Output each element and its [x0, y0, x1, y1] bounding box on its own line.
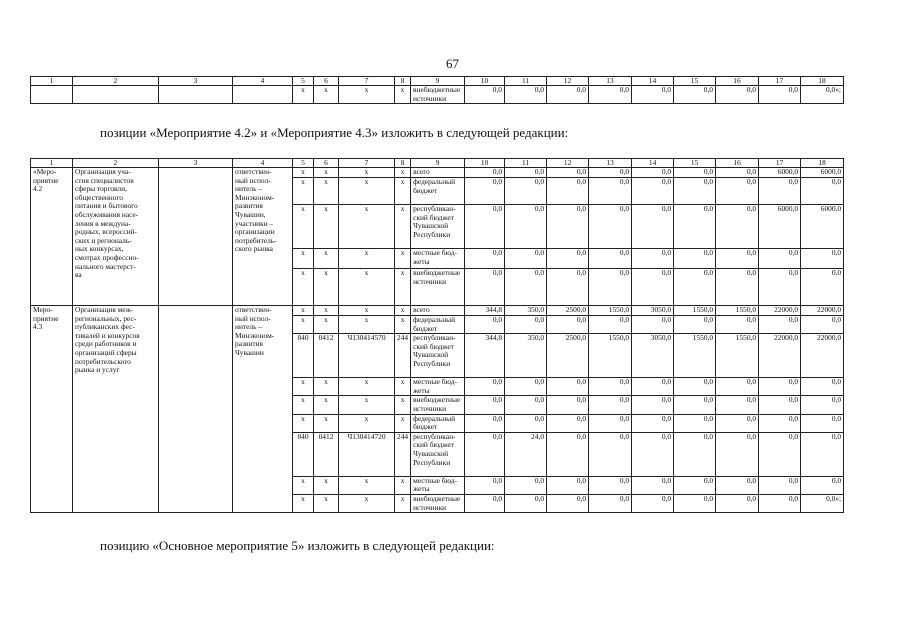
- column-number-4: 4: [233, 77, 293, 86]
- table-cell: 0,0: [589, 494, 632, 512]
- column-number-4: 4: [233, 159, 293, 168]
- table-cell: 24,0: [505, 432, 547, 476]
- measure-4-3-column3-cell: [159, 306, 233, 513]
- table-cell: х: [293, 476, 314, 494]
- table-cell: 1550,0: [716, 334, 759, 378]
- table-cell: 1550,0: [589, 306, 632, 316]
- table-cell: 0,0»;: [801, 86, 844, 104]
- table-cell: 0,0: [632, 432, 674, 476]
- funding-source-cell: федеральный бюджет: [411, 316, 465, 334]
- table-cell: х: [395, 306, 411, 316]
- funding-source-cell: местные бюд- жеты: [411, 378, 465, 396]
- table-cell: х: [339, 396, 395, 414]
- table-cell: х: [293, 86, 314, 104]
- column-number-16: 16: [716, 77, 759, 86]
- table-cell: 6000,0: [801, 168, 844, 178]
- table-cell: 0,0: [716, 414, 759, 432]
- table-cell: х: [314, 396, 339, 414]
- table-cell: 22000,0: [759, 306, 801, 316]
- column-number-9: 9: [411, 77, 465, 86]
- table-cell: Ч130414570: [339, 334, 395, 378]
- measure-4-2-description-cell: Организация уча- стия специалистов сферы торговли, общественного питания и бытового обслуживания насе- ления в междуна- родных, всероссий- ских и региональ- ных конкурсах, смотрах профессио- нального мастерст- ва: [73, 168, 159, 306]
- table-cell: Ч130414720: [339, 432, 395, 476]
- table-row: [31, 306, 844, 316]
- table-cell: 0,0: [674, 86, 716, 104]
- table-cell: х: [293, 378, 314, 396]
- column-number-3: 3: [159, 77, 233, 86]
- column-number-17: 17: [759, 159, 801, 168]
- table-cell: 0,0: [759, 494, 801, 512]
- column-number-15: 15: [674, 159, 716, 168]
- table-cell: 0,0: [801, 396, 844, 414]
- table-cell: 0,0: [465, 414, 505, 432]
- table-cell: 0,0: [465, 269, 505, 306]
- column-number-8: 8: [395, 77, 411, 86]
- table-cell: [159, 86, 233, 104]
- table-cell: 0,0: [716, 269, 759, 306]
- table-cell: 6000,0: [801, 205, 844, 249]
- column-number-11: 11: [505, 159, 547, 168]
- table-cell: 22000,0: [759, 334, 801, 378]
- table-cell: 0,0: [505, 414, 547, 432]
- table-cell: х: [314, 476, 339, 494]
- table-cell: [31, 86, 73, 104]
- funding-source-cell: внебюджетные источники: [411, 494, 465, 512]
- funding-source-cell: внебюджетные источники: [411, 269, 465, 306]
- table-cell: 0,0: [589, 414, 632, 432]
- table-cell: 3050,0: [632, 334, 674, 378]
- table-cell: 0,0: [674, 316, 716, 334]
- table-cell: х: [314, 86, 339, 104]
- table-cell: 0,0: [465, 205, 505, 249]
- funding-source-cell: местные бюд- жеты: [411, 476, 465, 494]
- table-cell: 0,0: [505, 86, 547, 104]
- table-cell: 0412: [314, 334, 339, 378]
- column-number-1: 1: [31, 77, 73, 86]
- table-cell: 1550,0: [716, 306, 759, 316]
- column-number-5: 5: [293, 77, 314, 86]
- table-cell: 0,0: [759, 178, 801, 205]
- column-number-10: 10: [465, 77, 505, 86]
- table-cell: 6000,0: [759, 205, 801, 249]
- table-cell: х: [395, 476, 411, 494]
- table-cell: 2500,0: [547, 334, 589, 378]
- table-cell: 0,0: [547, 396, 589, 414]
- funding-source-cell: местные бюд- жеты: [411, 249, 465, 269]
- column-number-5: 5: [293, 159, 314, 168]
- column-number-14: 14: [632, 77, 674, 86]
- column-number-12: 12: [547, 159, 589, 168]
- table-cell: 0,0: [505, 494, 547, 512]
- table-cell: 0,0: [632, 396, 674, 414]
- table-cell: 0,0: [547, 414, 589, 432]
- table-cell: 0,0: [465, 494, 505, 512]
- table-cell: х: [293, 168, 314, 178]
- table-cell: х: [339, 178, 395, 205]
- table-cell: х: [293, 396, 314, 414]
- table-cell: х: [395, 86, 411, 104]
- table-cell: х: [339, 306, 395, 316]
- table-cell: 0,0»;: [801, 494, 844, 512]
- page-number: 67: [446, 56, 459, 71]
- column-number-1: 1: [31, 159, 73, 168]
- table-cell: 0,0: [716, 494, 759, 512]
- table-cell: 0,0: [716, 316, 759, 334]
- table-cell: 6000,0: [759, 168, 801, 178]
- table-cell: 0,0: [716, 168, 759, 178]
- table-cell: 0,0: [632, 205, 674, 249]
- measure-4-3-description-cell: Организация меж- региональных, рес- публиканских фес- тивалей и конкурсов среди работников и организаций сферы потребительского рынка и услуг: [73, 306, 159, 513]
- table-cell: х: [314, 205, 339, 249]
- table-cell: 0,0: [632, 378, 674, 396]
- funding-source-cell: всего: [411, 168, 465, 178]
- table-cell: 0,0: [632, 168, 674, 178]
- table-cell: 0,0: [632, 316, 674, 334]
- table-cell: х: [395, 396, 411, 414]
- table-cell: х: [395, 316, 411, 334]
- column-number-6: 6: [314, 77, 339, 86]
- column-number-15: 15: [674, 77, 716, 86]
- table-cell: 0,0: [589, 269, 632, 306]
- table-cell: 0,0: [674, 269, 716, 306]
- table-cell: 0,0: [465, 378, 505, 396]
- table-cell: 0,0: [801, 432, 844, 476]
- table-cell: 0,0: [759, 432, 801, 476]
- table-cell: 0,0: [716, 432, 759, 476]
- table-row: [31, 168, 844, 178]
- table-cell: 0,0: [674, 249, 716, 269]
- table-cell: х: [314, 269, 339, 306]
- column-number-2: 2: [73, 77, 159, 86]
- table-cell: 1550,0: [674, 334, 716, 378]
- table-cell: х: [314, 316, 339, 334]
- table-cell: 1550,0: [589, 334, 632, 378]
- table-cell: 0,0: [547, 316, 589, 334]
- table-cell: 0,0: [505, 378, 547, 396]
- funding-source-cell: всего: [411, 306, 465, 316]
- table-cell: 0,0: [547, 378, 589, 396]
- column-number-12: 12: [547, 77, 589, 86]
- table-cell: 0,0: [759, 249, 801, 269]
- column-number-13: 13: [589, 77, 632, 86]
- table-cell: 0,0: [674, 378, 716, 396]
- table-cell: 0,0: [547, 178, 589, 205]
- table-cell: 0,0: [465, 316, 505, 334]
- table-cell: 840: [293, 432, 314, 476]
- table-cell: х: [395, 378, 411, 396]
- table-cell: 0,0: [801, 249, 844, 269]
- measure-4-3-number-cell: Меро- приятие 4.3: [31, 306, 73, 513]
- table-cell: 0,0: [465, 476, 505, 494]
- table-cell: 0,0: [589, 476, 632, 494]
- funding-source-cell: республикан- ский бюджет Чувашской Республики: [411, 432, 465, 476]
- table-cell: 0,0: [801, 414, 844, 432]
- measure-4-2-column3-cell: [159, 168, 233, 306]
- table-cell: 0,0: [547, 168, 589, 178]
- table-cell: 0412: [314, 432, 339, 476]
- table-cell: 0,0: [465, 432, 505, 476]
- table-cell: 0,0: [801, 378, 844, 396]
- table-cell: 0,0: [589, 249, 632, 269]
- table-cell: х: [339, 476, 395, 494]
- column-number-18: 18: [801, 159, 844, 168]
- table-cell: 0,0: [716, 178, 759, 205]
- table-cell: 0,0: [505, 316, 547, 334]
- table-cell: х: [395, 178, 411, 205]
- column-number-13: 13: [589, 159, 632, 168]
- column-number-17: 17: [759, 77, 801, 86]
- table-cell: 344,8: [465, 334, 505, 378]
- table-cell: 0,0: [716, 396, 759, 414]
- table-cell: 344,8: [465, 306, 505, 316]
- table-cell: 0,0: [716, 476, 759, 494]
- column-number-9: 9: [411, 159, 465, 168]
- table-cell: х: [293, 205, 314, 249]
- table-cell: 0,0: [632, 269, 674, 306]
- funding-source-cell: республикан- ский бюджет Чувашской Республики: [411, 334, 465, 378]
- table-cell: 0,0: [632, 494, 674, 512]
- table-cell: 0,0: [674, 168, 716, 178]
- funding-source-cell: федеральный бюджет: [411, 178, 465, 205]
- table-cell: х: [339, 205, 395, 249]
- table-cell: х: [339, 86, 395, 104]
- table-cell: 0,0: [505, 269, 547, 306]
- column-number-2: 2: [73, 159, 159, 168]
- funding-source-cell: внебюджетные источники: [411, 396, 465, 414]
- table-cell: х: [314, 178, 339, 205]
- table-cell: 0,0: [589, 86, 632, 104]
- table-cell: 0,0: [589, 432, 632, 476]
- table-cell: 0,0: [505, 249, 547, 269]
- table-cell: 244: [395, 432, 411, 476]
- column-number-16: 16: [716, 159, 759, 168]
- table-cell: х: [314, 378, 339, 396]
- table-row: [31, 86, 844, 104]
- table-measures: [30, 158, 844, 513]
- table-cell: 0,0: [505, 178, 547, 205]
- table-cell: х: [293, 249, 314, 269]
- table-cell: 0,0: [674, 414, 716, 432]
- table-cell: 0,0: [589, 316, 632, 334]
- table-cell: 0,0: [674, 476, 716, 494]
- table-cell: 0,0: [674, 205, 716, 249]
- table-cell: [233, 86, 293, 104]
- funding-source-cell: внебюджетные источники: [411, 86, 465, 104]
- table-cell: 0,0: [632, 476, 674, 494]
- table-cell: 0,0: [759, 86, 801, 104]
- table-cell: х: [395, 205, 411, 249]
- table-cell: х: [339, 378, 395, 396]
- table-cell: х: [339, 249, 395, 269]
- table-cell: 0,0: [505, 476, 547, 494]
- table-cell: 0,0: [632, 414, 674, 432]
- table-cell: 0,0: [716, 249, 759, 269]
- table-cell: 0,0: [547, 249, 589, 269]
- table-cell: х: [293, 494, 314, 512]
- table-cell: 0,0: [801, 316, 844, 334]
- table-cell: х: [339, 316, 395, 334]
- table-cell: 0,0: [589, 178, 632, 205]
- table-cell: х: [339, 494, 395, 512]
- paragraph-instruction-2: позицию «Основное мероприятие 5» изложить в следующей редакции:: [100, 538, 495, 553]
- table-cell: х: [395, 168, 411, 178]
- table-cell: х: [293, 178, 314, 205]
- column-number-8: 8: [395, 159, 411, 168]
- table-cell: 0,0: [632, 178, 674, 205]
- table-cell: 0,0: [759, 396, 801, 414]
- table-header-row: [31, 159, 844, 168]
- table-cell: х: [293, 306, 314, 316]
- table-cell: 22000,0: [801, 306, 844, 316]
- table-cell: 0,0: [589, 378, 632, 396]
- table-cell: 0,0: [547, 476, 589, 494]
- table-cell: 0,0: [759, 476, 801, 494]
- table-cell: 1550,0: [674, 306, 716, 316]
- measure-4-2-executor-cell: ответствен- ный испол- нитель – Минэконом- развития Чувашии, участники – организации потребитель- ского рынка: [233, 168, 293, 306]
- table-cell: [73, 86, 159, 104]
- paragraph-instruction-1: позиции «Мероприятие 4.2» и «Мероприятие 4.3» изложить в следующей редакции:: [100, 125, 569, 140]
- table-cell: х: [314, 306, 339, 316]
- table-cell: х: [395, 249, 411, 269]
- table-cell: 0,0: [674, 178, 716, 205]
- column-number-10: 10: [465, 159, 505, 168]
- column-number-6: 6: [314, 159, 339, 168]
- column-number-3: 3: [159, 159, 233, 168]
- column-number-11: 11: [505, 77, 547, 86]
- table-cell: 0,0: [674, 494, 716, 512]
- table-cell: 0,0: [716, 378, 759, 396]
- table-header-row: [31, 77, 844, 86]
- measure-4-3-executor-cell: ответствен- ный испол- нитель – Минэконом- развития Чувашии: [233, 306, 293, 513]
- table-cell: х: [314, 249, 339, 269]
- table-cell: 0,0: [801, 476, 844, 494]
- funding-source-cell: федеральный бюджет: [411, 414, 465, 432]
- funding-source-cell: республикан- ский бюджет Чувашской Республики: [411, 205, 465, 249]
- table-cell: 0,0: [547, 494, 589, 512]
- table-cell: х: [293, 414, 314, 432]
- table-cell: х: [339, 414, 395, 432]
- table-cell: 0,0: [547, 432, 589, 476]
- table-cell: 0,0: [589, 205, 632, 249]
- table-cell: 0,0: [589, 168, 632, 178]
- table-cell: 0,0: [465, 396, 505, 414]
- table-cell: 244: [395, 334, 411, 378]
- table-cell: 0,0: [547, 205, 589, 249]
- table-cell: 0,0: [547, 86, 589, 104]
- table-cell: 0,0: [759, 269, 801, 306]
- table-cell: 0,0: [759, 414, 801, 432]
- table-cell: 0,0: [632, 249, 674, 269]
- table-cell: 0,0: [801, 269, 844, 306]
- table-cell: 3050,0: [632, 306, 674, 316]
- table-continuation: [30, 76, 844, 104]
- table-cell: х: [293, 316, 314, 334]
- table-cell: 0,0: [674, 432, 716, 476]
- column-number-18: 18: [801, 77, 844, 86]
- table-cell: 0,0: [465, 249, 505, 269]
- table-cell: х: [314, 494, 339, 512]
- table-cell: х: [314, 168, 339, 178]
- measure-4-2-number-cell: «Меро- приятие 4.2: [31, 168, 73, 306]
- table-cell: 0,0: [759, 378, 801, 396]
- table-cell: 0,0: [589, 396, 632, 414]
- table-cell: 0,0: [465, 168, 505, 178]
- table-cell: х: [339, 269, 395, 306]
- table-cell: 0,0: [674, 396, 716, 414]
- table-cell: 0,0: [759, 316, 801, 334]
- table-cell: 22000,0: [801, 334, 844, 378]
- table-cell: 840: [293, 334, 314, 378]
- column-number-14: 14: [632, 159, 674, 168]
- table-cell: х: [395, 494, 411, 512]
- table-cell: 0,0: [716, 86, 759, 104]
- table-cell: 0,0: [801, 178, 844, 205]
- table-cell: 0,0: [465, 86, 505, 104]
- column-number-7: 7: [339, 77, 395, 86]
- table-cell: х: [314, 414, 339, 432]
- table-cell: 350,0: [505, 334, 547, 378]
- table-cell: 0,0: [505, 396, 547, 414]
- table-cell: х: [293, 269, 314, 306]
- table-cell: 0,0: [465, 178, 505, 205]
- table-cell: 0,0: [505, 168, 547, 178]
- table-cell: х: [395, 414, 411, 432]
- table-cell: х: [395, 269, 411, 306]
- table-cell: 0,0: [505, 205, 547, 249]
- table-cell: 0,0: [716, 205, 759, 249]
- column-number-7: 7: [339, 159, 395, 168]
- table-cell: х: [339, 168, 395, 178]
- table-cell: 0,0: [547, 269, 589, 306]
- table-cell: 2500,0: [547, 306, 589, 316]
- table-cell: 350,0: [505, 306, 547, 316]
- table-cell: 0,0: [632, 86, 674, 104]
